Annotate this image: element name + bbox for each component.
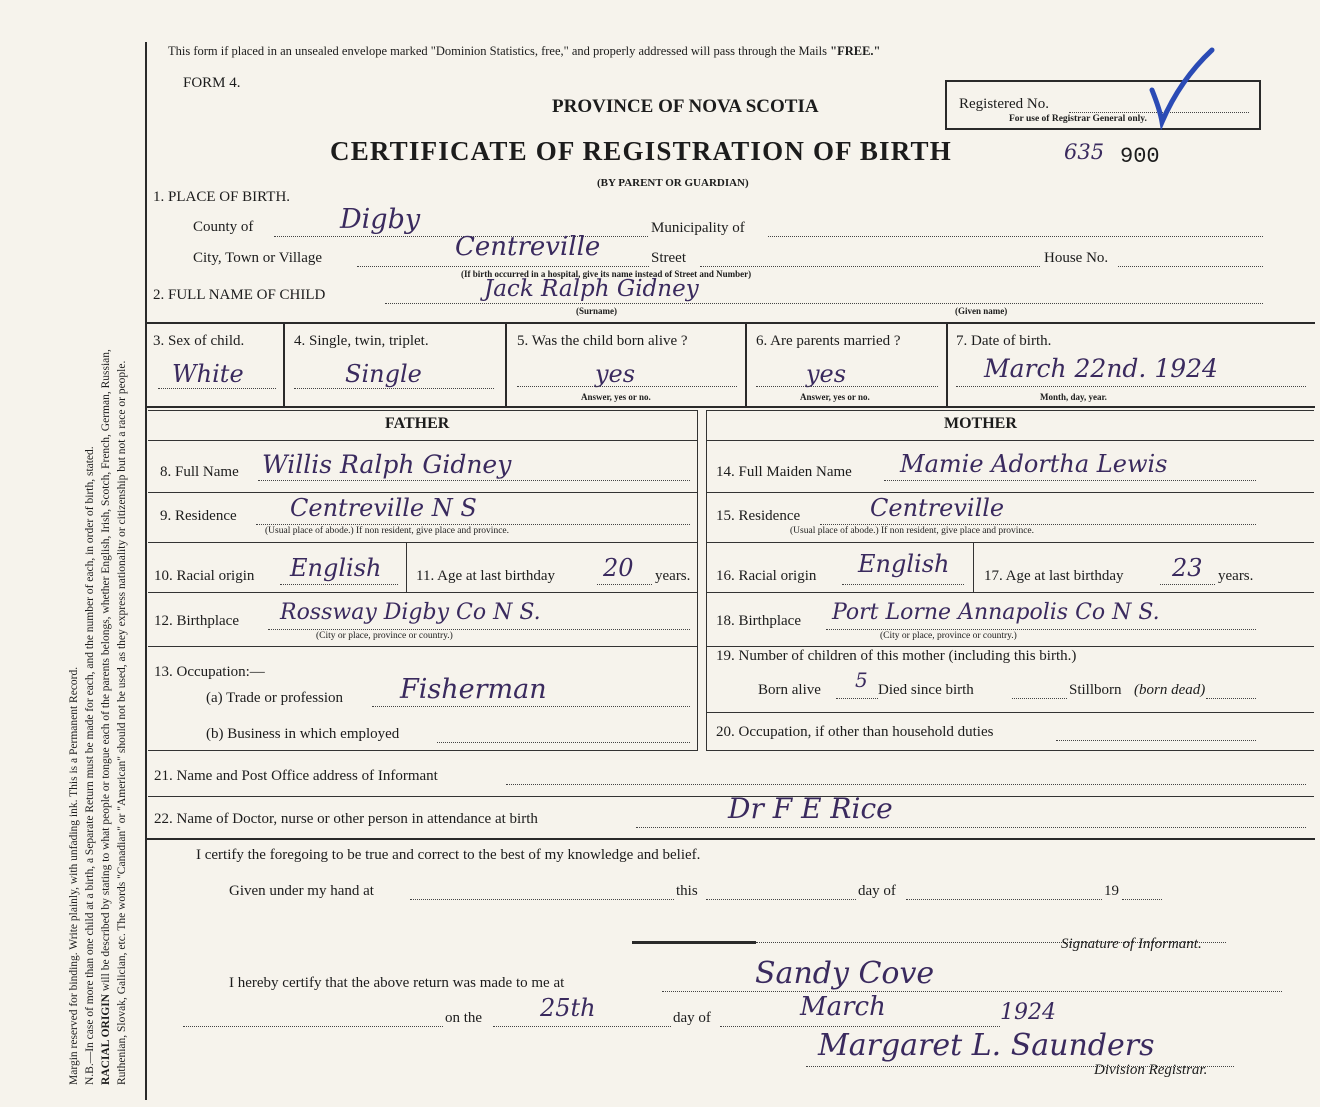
mailing-notice-text: This form if placed in an unsealed envelope marked "Dominion Statistics, free," and properly addressed will pass through the Mails <box>168 44 827 58</box>
informant-signature-line <box>632 941 756 944</box>
handwritten-prefix: 635 <box>1064 140 1105 164</box>
registrar-month-value: March <box>800 992 886 1022</box>
left-border <box>145 42 147 1100</box>
father-name-value: Willis Ralph Gidney <box>262 450 512 479</box>
given-name-note: (Given name) <box>955 306 1008 316</box>
mother-row19-divider <box>706 712 1314 713</box>
doctor-label: 22. Name of Doctor, nurse or other person in attendance at birth <box>154 811 538 827</box>
informant-line <box>506 784 1306 785</box>
mother-frame-bottom <box>706 750 1314 751</box>
certify-statement: I certify the foregoing to be true and correct to the best of my knowledge and belief. <box>196 847 701 863</box>
parents-married-value: yes <box>806 360 847 388</box>
mother-children-label: 19. Number of children of this mother (including this birth.) <box>716 648 1077 664</box>
date-of-birth-note: Month, day, year. <box>1040 392 1107 402</box>
form-number: FORM 4. <box>183 75 241 91</box>
date-of-birth-line <box>956 386 1306 387</box>
house-number-line <box>1118 266 1263 267</box>
plurality-value: Single <box>345 360 422 388</box>
mother-birthplace-value: Port Lorne Annapolis Co N S. <box>832 600 1160 625</box>
mother-name-line <box>884 480 1256 481</box>
mailing-notice <box>168 44 880 59</box>
sex-value: White <box>172 360 244 388</box>
mother-row14-divider <box>706 492 1314 493</box>
father-racial-divider <box>406 542 407 592</box>
municipality-line <box>768 236 1263 237</box>
registrar-general-note: For use of Registrar General only. <box>1009 114 1147 124</box>
margin-note-binding: Margin reserved for binding. Write plainly, with unfading ink. This is a Permanent Record. <box>68 666 80 1085</box>
father-header-line <box>148 440 698 441</box>
mother-name-label: 14. Full Maiden Name <box>716 464 852 480</box>
mother-frame-left <box>706 410 707 750</box>
mother-occupation-line <box>1056 740 1256 741</box>
father-racial-label: 10. Racial origin <box>154 568 255 584</box>
registrar-place-value: Sandy Cove <box>755 956 935 991</box>
day-of-label: day of <box>858 883 896 899</box>
mother-age-line <box>1160 584 1215 585</box>
checkmark-icon <box>1140 40 1220 130</box>
business-line <box>437 742 690 743</box>
given-under-hand-label: Given under my hand at <box>229 883 374 899</box>
registrar-month-line <box>720 1026 1000 1027</box>
county-value: Digby <box>340 204 421 235</box>
mother-age-value: 23 <box>1172 554 1203 582</box>
date-of-birth-label: 7. Date of birth. <box>956 333 1052 349</box>
margin-note-multiple-births: N.B.—In case of more than one child at a birth, a Separate Return must be made for each, and the number of each, in order of birth, stated. <box>84 446 96 1085</box>
street-label: Street <box>651 250 686 266</box>
row3-divider-2 <box>505 322 507 406</box>
parents-married-line <box>756 386 938 387</box>
born-alive-count-label: Born alive <box>758 682 821 698</box>
father-occupation-label: 13. Occupation:— <box>154 664 265 680</box>
plurality-line <box>294 388 494 389</box>
margin-notes <box>0 0 150 1107</box>
mother-residence-label: 15. Residence <box>716 508 801 524</box>
sex-line <box>158 388 276 389</box>
row3-bottom-border <box>145 406 1315 408</box>
registrar-day-value: 25th <box>540 994 596 1022</box>
city-value: Centreville <box>455 232 601 262</box>
registrar-leading-line <box>183 1026 443 1027</box>
registrar-signature: Margaret L. Saunders <box>818 1028 1155 1063</box>
certificate-subtitle: (BY PARENT OR GUARDIAN) <box>597 177 749 189</box>
father-birthplace-note: (City or place, province or country.) <box>316 631 453 641</box>
mother-row15-divider <box>706 542 1314 543</box>
born-alive-line <box>517 386 737 387</box>
row3-top-border <box>145 322 1315 324</box>
mother-birthplace-label: 18. Birthplace <box>716 613 801 629</box>
racial-origin-heading: RACIAL ORIGIN <box>100 993 112 1085</box>
racial-origin-text: will be described by stating to what people or tongue each of the parents belongs, whether English, Irish, Scotch, French, German, Russian, <box>100 349 112 994</box>
mother-row16-divider <box>706 592 1314 593</box>
parents-married-note: Answer, yes or no. <box>800 392 870 402</box>
mother-age-label: 17. Age at last birthday <box>984 568 1124 584</box>
mother-abode-note: (Usual place of abode.) If non resident, give place and province. <box>790 526 1034 536</box>
this-label: this <box>676 883 698 899</box>
date-of-birth-value: March 22nd. 1924 <box>984 354 1218 383</box>
parents-married-label: 6. Are parents married ? <box>756 333 901 349</box>
registrar-year-value: 1924 <box>1000 1000 1056 1025</box>
trade-value: Fisherman <box>400 674 547 705</box>
mother-header: MOTHER <box>944 415 1017 432</box>
father-age-value: 20 <box>603 554 634 582</box>
plurality-label: 4. Single, twin, triplet. <box>294 333 429 349</box>
child-name-value: Jack Ralph Gidney <box>484 276 699 302</box>
mother-header-line <box>706 440 1314 441</box>
father-residence-label: 9. Residence <box>160 508 237 524</box>
division-registrar-label: Division Registrar. <box>1094 1062 1208 1078</box>
given-place-line <box>410 899 674 900</box>
registrar-day-line <box>493 1026 671 1027</box>
city-label: City, Town or Village <box>193 250 323 266</box>
city-line <box>357 266 649 267</box>
father-age-line <box>597 584 652 585</box>
certificate-title: CERTIFICATE OF REGISTRATION OF BIRTH <box>330 136 952 166</box>
given-month-line <box>906 899 1102 900</box>
trade-line <box>372 706 690 707</box>
child-name-line <box>385 303 1263 304</box>
stillborn-label: Stillborn <box>1069 682 1122 698</box>
row3-divider-4 <box>946 322 948 406</box>
mother-row18-divider <box>706 646 1314 647</box>
mailing-notice-free: "FREE." <box>830 44 881 58</box>
born-alive-count-line <box>836 698 878 699</box>
born-alive-note: Answer, yes or no. <box>581 392 651 402</box>
row3-divider-3 <box>745 322 747 406</box>
registered-number-label: Registered No. <box>959 96 1049 112</box>
signature-of-informant-label: Signature of Informant. <box>1061 936 1202 952</box>
registration-number: 900 <box>1120 144 1160 169</box>
mother-racial-line <box>842 584 964 585</box>
mother-racial-value: English <box>858 550 950 578</box>
father-row10-divider <box>148 592 698 593</box>
given-day-line <box>706 899 856 900</box>
father-name-line <box>258 480 690 481</box>
father-frame-right <box>697 410 698 750</box>
mother-racial-divider <box>973 542 974 592</box>
doctor-divider <box>145 838 1315 840</box>
informant-label: 21. Name and Post Office address of Informant <box>154 768 438 784</box>
year-prefix-label: 19 <box>1104 883 1119 899</box>
born-alive-count-value: 5 <box>855 668 868 692</box>
father-abode-note: (Usual place of abode.) If non resident, give place and province. <box>265 526 509 536</box>
mother-frame-top <box>706 410 1314 411</box>
father-header: FATHER <box>385 415 450 432</box>
place-of-birth-label: 1. PLACE OF BIRTH. <box>153 189 291 205</box>
street-line <box>700 266 1040 267</box>
hospital-note: (If birth occurred in a hospital, give its name instead of Street and Number) <box>461 269 752 279</box>
registrar-statement: I hereby certify that the above return was made to me at <box>229 975 565 991</box>
margin-note-racial-origin <box>100 349 112 1085</box>
stillborn-line <box>1206 698 1256 699</box>
father-row8-divider <box>148 492 698 493</box>
child-name-label: 2. FULL NAME OF CHILD <box>153 287 326 303</box>
mother-years-label: years. <box>1218 568 1254 584</box>
on-the-label: on the <box>445 1010 483 1026</box>
father-frame-top <box>148 410 698 411</box>
mother-birthplace-line <box>826 629 1256 630</box>
row3-divider-1 <box>283 322 285 406</box>
father-birthplace-value: Rossway Digby Co N S. <box>280 600 541 625</box>
father-birthplace-line <box>268 629 690 630</box>
mother-occupation-label: 20. Occupation, if other than household duties <box>716 724 994 740</box>
born-alive-value: yes <box>595 360 636 388</box>
surname-note: (Surname) <box>576 306 617 316</box>
registrar-place-line <box>662 991 1282 992</box>
business-label: (b) Business in which employed <box>206 726 400 742</box>
father-row12-divider <box>148 646 698 647</box>
mother-name-value: Mamie Adortha Lewis <box>900 450 1168 478</box>
father-name-label: 8. Full Name <box>160 464 239 480</box>
province-heading: PROVINCE OF NOVA SCOTIA <box>552 96 819 117</box>
margin-note-nationality: Ruthenian, Slovak, Galician, etc. The words "Canadian" or "American" should not be used, as they express nationality or citizenship but not a race or people. <box>116 360 128 1085</box>
born-alive-label: 5. Was the child born alive ? <box>517 333 688 349</box>
sex-label: 3. Sex of child. <box>153 333 245 349</box>
father-years-label: years. <box>655 568 691 584</box>
mother-residence-value: Centreville <box>870 494 1005 522</box>
father-age-label: 11. Age at last birthday <box>416 568 555 584</box>
father-birthplace-label: 12. Birthplace <box>154 613 239 629</box>
trade-label: (a) Trade or profession <box>206 690 344 706</box>
mother-racial-label: 16. Racial origin <box>716 568 817 584</box>
given-year-line <box>1122 899 1162 900</box>
died-since-birth-label: Died since birth <box>878 682 974 698</box>
father-residence-value: Centreville N S <box>290 494 477 522</box>
house-number-label: House No. <box>1044 250 1109 266</box>
doctor-line <box>636 827 1306 828</box>
father-row9-divider <box>148 542 698 543</box>
county-label: County of <box>193 219 254 235</box>
father-racial-value: English <box>290 554 382 582</box>
stillborn-note: (born dead) <box>1134 682 1206 698</box>
father-racial-line <box>280 584 398 585</box>
father-residence-line <box>256 524 690 525</box>
mother-birthplace-note: (City or place, province or country.) <box>880 631 1017 641</box>
doctor-value: Dr F E Rice <box>728 792 893 825</box>
municipality-label: Municipality of <box>651 220 745 236</box>
father-frame-bottom <box>148 750 698 751</box>
died-since-birth-line <box>1012 698 1067 699</box>
mother-residence-line <box>820 524 1256 525</box>
registrar-day-of-label: day of <box>673 1010 711 1026</box>
